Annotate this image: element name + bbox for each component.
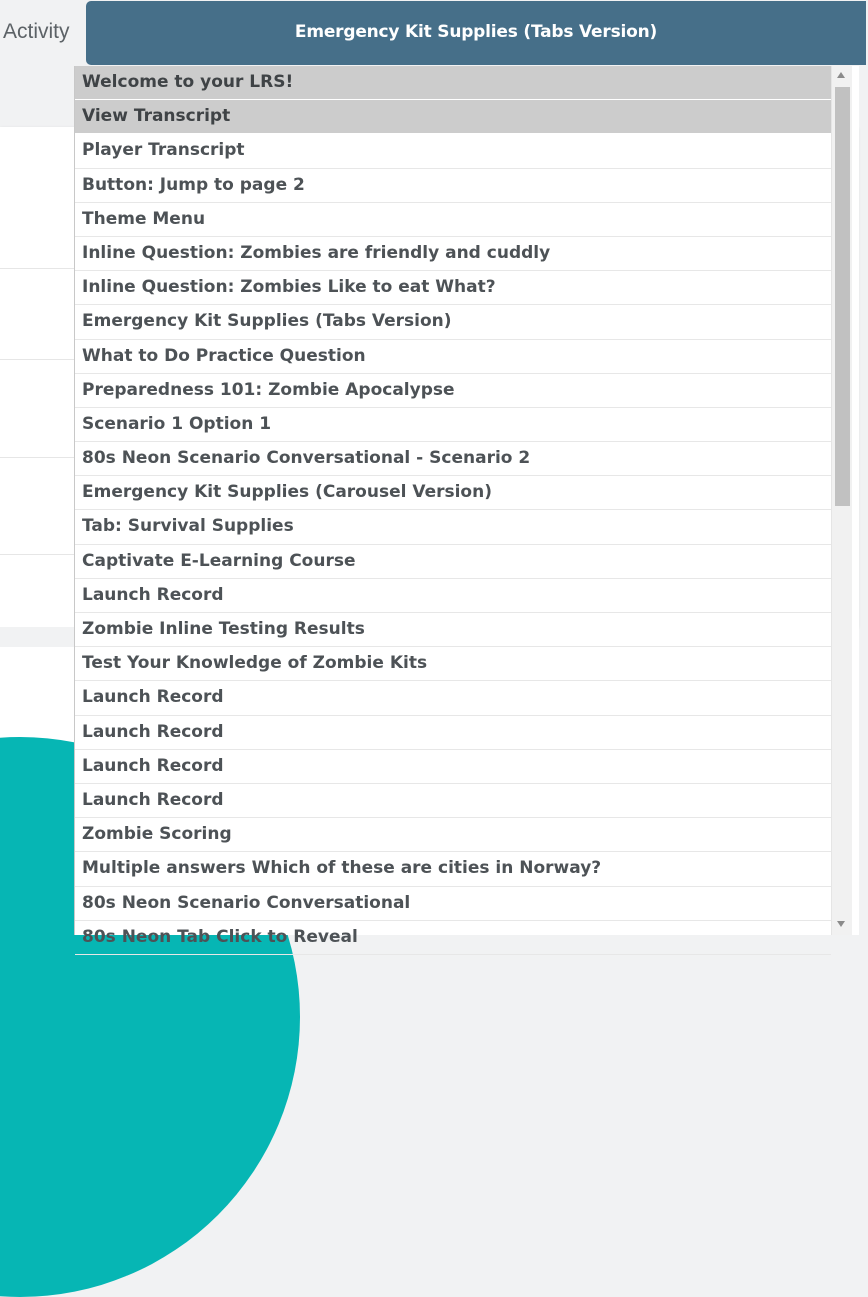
dropdown-option[interactable]: Emergency Kit Supplies (Tabs Version) [75,305,831,339]
dropdown-option[interactable]: Multiple answers Which of these are cities in Norway? [75,852,831,886]
activity-dropdown-list[interactable] [74,66,859,947]
dropdown-option[interactable]: Preparedness 101: Zombie Apocalypse [75,374,831,408]
dropdown-option[interactable]: Launch Record [75,784,831,818]
dropdown-option[interactable]: Launch Record [75,681,831,715]
dropdown-option[interactable]: Theme Menu [75,203,831,237]
dropdown-option[interactable]: Launch Record [75,716,831,750]
dropdown-option[interactable]: 80s Neon Scenario Conversational - Scenario 2 [75,442,831,476]
activity-select[interactable] [86,1,866,65]
dropdown-option[interactable]: Tab: Survival Supplies [75,510,831,544]
dropdown-option[interactable]: Inline Question: Zombies Like to eat What? [75,271,831,305]
triangle-down-icon[interactable] [837,921,845,927]
dropdown-option[interactable]: Test Your Knowledge of Zombie Kits [75,647,831,681]
dropdown-option[interactable]: Zombie Scoring [75,818,831,852]
activity-label: Activity [3,20,70,43]
dropdown-option[interactable]: Welcome to your LRS! [75,66,831,100]
dropdown-option[interactable]: Launch Record [75,579,831,613]
dropdown-option[interactable]: Inline Question: Zombies are friendly and cuddly [75,237,831,271]
dropdown-option[interactable]: Button: Jump to page 2 [75,169,831,203]
dropdown-option[interactable]: Emergency Kit Supplies (Carousel Version) [75,476,831,510]
dropdown-option[interactable]: Zombie Inline Testing Results [75,613,831,647]
dropdown-option[interactable]: Player Transcript [75,134,831,168]
dropdown-option[interactable]: Captivate E-Learning Course [75,545,831,579]
dropdown-option[interactable]: 80s Neon Scenario Conversational [75,887,831,921]
scrollbar-thumb[interactable] [835,87,850,506]
dropdown-option[interactable]: Launch Record [75,750,831,784]
dropdown-option[interactable]: 80s Neon Tab Click to Reveal [75,921,831,955]
triangle-up-icon[interactable] [837,72,845,78]
dropdown-option[interactable]: Scenario 1 Option 1 [75,408,831,442]
dropdown-scrollbar[interactable] [831,66,852,935]
activity-select-value: Emergency Kit Supplies (Tabs Version) [294,22,658,42]
dropdown-option[interactable]: View Transcript [75,100,831,134]
dropdown-option[interactable]: What to Do Practice Question [75,340,831,374]
